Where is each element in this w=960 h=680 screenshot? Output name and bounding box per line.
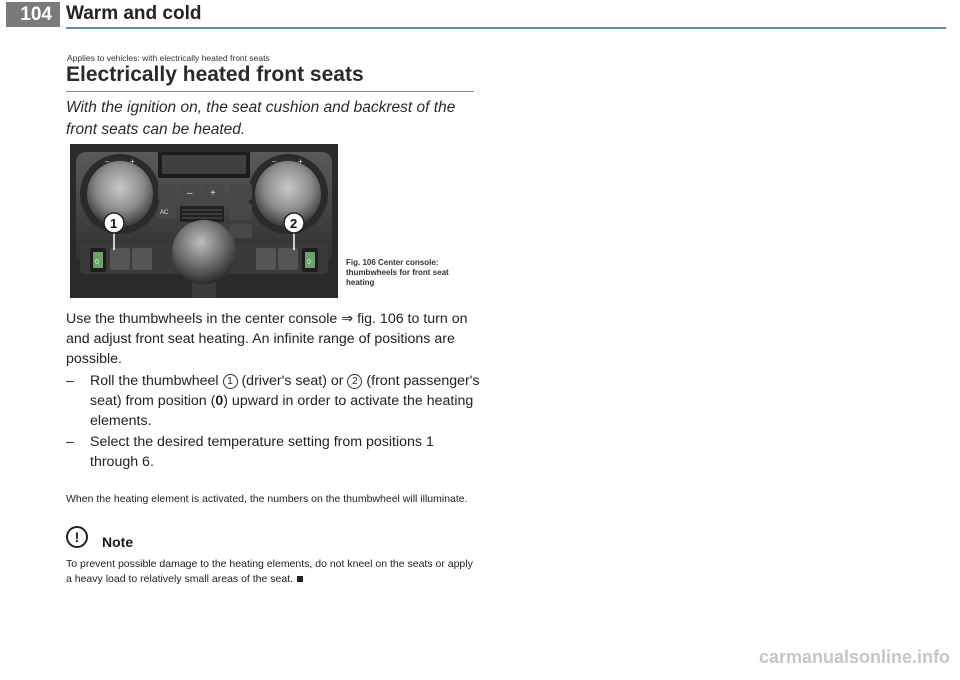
illumination-note: When the heating element is activated, the numbers on the thumbwheel will illuminate.	[66, 493, 468, 505]
header-divider	[66, 27, 946, 29]
instruction-step-2	[66, 432, 480, 472]
center-console-illustration	[70, 144, 338, 298]
figure-caption: Fig. 106 Center console: thumbwheels for front seat heating	[346, 258, 449, 287]
left-dial-plus: +	[130, 157, 135, 166]
paragraph-thumbwheels: Use the thumbwheels in the center console ⇒ fig. 106 to turn on and adjust front seat heating. An infinite range of positions are possible.	[66, 311, 468, 367]
recirc-button	[158, 184, 176, 200]
fan-down-label: –	[187, 188, 193, 199]
circled-number-2: 2	[347, 374, 362, 389]
page-number: 104	[6, 2, 60, 27]
left-wheel-zero: 0	[95, 259, 99, 266]
note-text: To prevent possible damage to the heating elements, do not kneel on the seats or apply a heavy load to relatively small areas of the seat.	[66, 558, 473, 585]
right-dial-plus: +	[298, 157, 303, 166]
note-label: Note	[102, 534, 134, 550]
gear-shift-knob	[172, 220, 236, 284]
callout-1-number: 1	[110, 216, 118, 231]
right-wheel-zero: 0	[307, 259, 311, 266]
title-divider	[66, 91, 474, 92]
callout-2-number: 2	[290, 216, 298, 231]
note-heading	[66, 525, 133, 549]
circled-number-1: 1	[223, 374, 238, 389]
fan-up-label: +	[210, 188, 216, 199]
applies-to-note: Applies to vehicles: with electrically heated front seats	[67, 53, 270, 63]
left-dial-minus: –	[105, 157, 110, 166]
caution-icon: !	[66, 526, 88, 548]
page-header	[0, 0, 960, 30]
watermark: carmanualsonline.info	[758, 647, 950, 667]
instruction-step-1	[66, 371, 480, 431]
center-console-figure	[70, 144, 338, 298]
step-2-text: Select the desired temperature setting from positions 1 through 6.	[90, 434, 434, 470]
end-of-section-mark	[297, 576, 303, 582]
step-1-text: Roll the thumbwheel 1 (driver's seat) or 2 (front passenger's seat) from position (0) upward in order to activate the heating elements.	[90, 373, 480, 429]
chapter-title: Warm and cold	[66, 3, 202, 24]
intro-text: With the ignition on, the seat cushion and backrest of the front seats can be heated.	[66, 99, 456, 138]
ac-label: AC	[160, 210, 169, 216]
section-title: Electrically heated front seats	[66, 63, 364, 86]
dash-bullet: –	[66, 434, 74, 450]
dash-bullet: –	[66, 373, 74, 389]
right-dial-minus: –	[272, 157, 277, 166]
